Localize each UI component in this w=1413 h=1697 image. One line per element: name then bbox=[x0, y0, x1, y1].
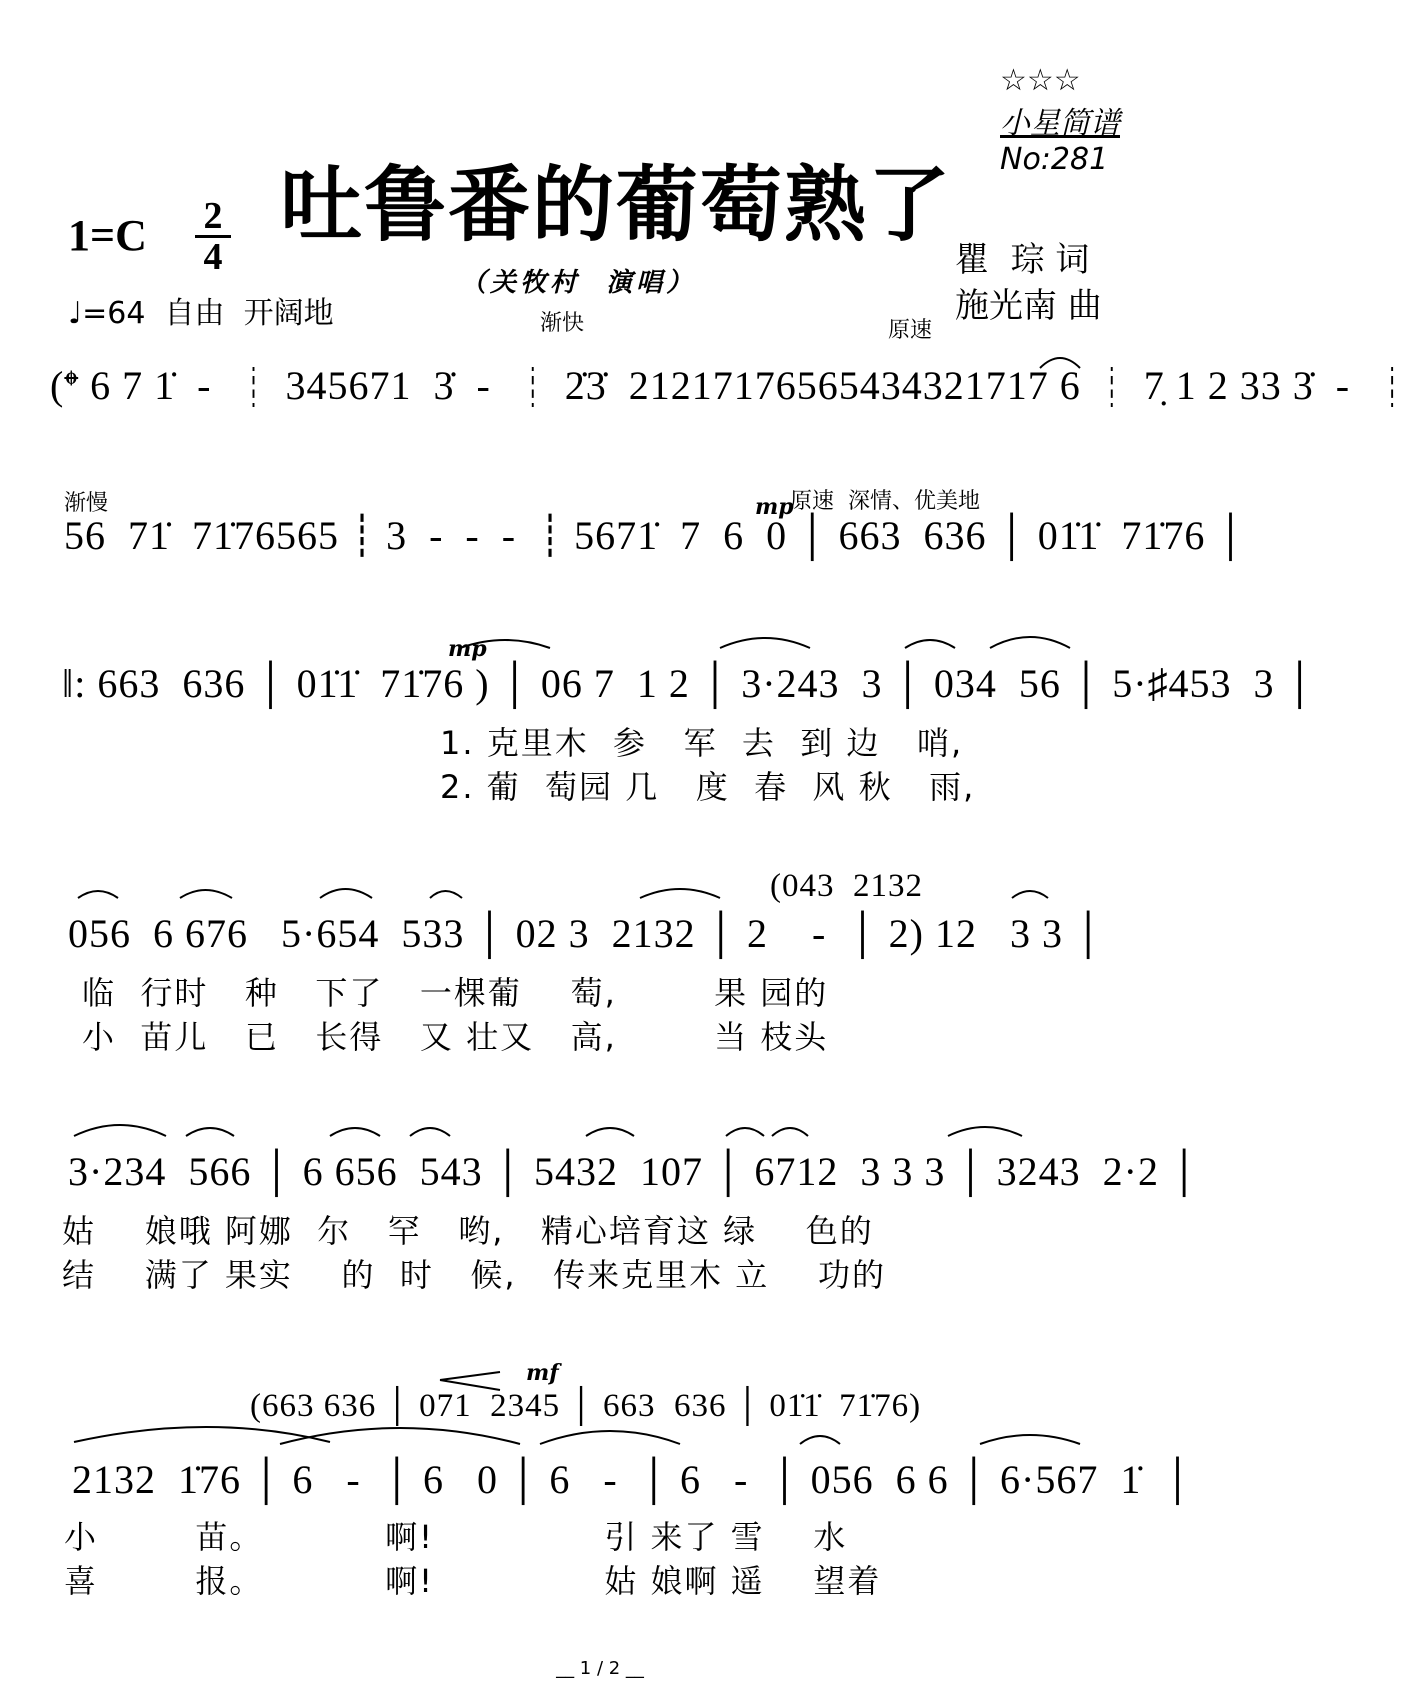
mark-rit: 渐慢 bbox=[64, 491, 109, 516]
slur bbox=[78, 891, 118, 898]
slur bbox=[540, 1431, 680, 1444]
mark-expression: 原速 深情、优美地 bbox=[790, 489, 980, 514]
slur bbox=[330, 1128, 380, 1136]
slur bbox=[726, 1128, 764, 1136]
lyricist: 瞿 琮 词 bbox=[955, 240, 1090, 280]
notation-line-6: 2132 1̇76 │ 6 - │ 6 0 │ 6 - │ 6 - │ 056 6 6 │ 6·567 1̇ │ bbox=[72, 1457, 1193, 1502]
lyrics-line-3-verse-2: 2. 葡 萄园 几 度 春 风 秋 雨, bbox=[440, 768, 976, 806]
slur bbox=[1040, 358, 1080, 368]
notation-line-2: 56 71̇ 71̇76565 ┊ 3 - - - ┊ 5671̇ 7 6 0 │ 663 636 │ 01̇1̇ 71̇76 │ bbox=[64, 513, 1246, 558]
time-bottom: 4 bbox=[203, 236, 223, 278]
slur bbox=[186, 1128, 234, 1136]
lyrics-line-6-verse-1: 小 苗。 啊! 引 来了 雪 水 bbox=[64, 1518, 848, 1556]
page-number: __ 1 / 2 __ bbox=[556, 1658, 644, 1679]
slur bbox=[772, 1128, 808, 1136]
slur bbox=[800, 1436, 840, 1444]
notation-line-1: (𝄌 6 7 1̇ - ┊ 345671 3̇ - ┊ 2̇3̇ 21217176565434321717 6 ┊ 7̣ 1 2 33 3̇ - ┊ bbox=[50, 363, 1413, 408]
slur bbox=[320, 889, 372, 898]
slur bbox=[990, 637, 1070, 648]
intro-line-4: (043 2132 bbox=[770, 868, 923, 904]
slur bbox=[180, 890, 232, 898]
dynamic-mp-2: mp bbox=[448, 636, 487, 662]
slur bbox=[948, 1127, 1022, 1136]
song-title: 吐鲁番的葡萄熟了 bbox=[280, 157, 953, 253]
source-number: No:281 bbox=[1000, 142, 1109, 177]
mark-accel: 渐快 bbox=[540, 311, 585, 336]
star-icons: ☆☆☆ bbox=[1000, 63, 1081, 98]
lyrics-line-5-verse-2: 结 满了 果实 的 时 候, 传来克里木 立 功的 bbox=[62, 1256, 886, 1294]
slur bbox=[460, 640, 550, 648]
slur bbox=[720, 638, 810, 648]
lyrics-line-3-verse-1: 1. 克里木 参 军 去 到 边 哨, bbox=[440, 724, 964, 762]
tempo-marking: ♩=64 自由 开阔地 bbox=[68, 296, 334, 331]
notation-line-5: 3·234 566 │ 6 656 543 │ 5432 107 │ 6712 3 3 3 │ 3243 2·2 │ bbox=[68, 1149, 1200, 1194]
notation-line-3: ‖: 663 636 │ 01̇1̇ 71̇76 ) │ 06 7 1 2 │ 3·243 3 │ 034 56 │ 5·♯453 3 │ bbox=[62, 661, 1315, 706]
slur bbox=[1012, 891, 1048, 898]
lyrics-line-4-verse-2: 小 苗儿 已 长得 又 壮又 高, 当 枝头 bbox=[82, 1018, 829, 1056]
slur bbox=[905, 640, 955, 648]
crescendo-hairpin bbox=[440, 1372, 500, 1390]
slur bbox=[410, 1128, 450, 1136]
intro-line-6: (663 636 │ 071 2345 │ 663 636 │ 01̇1̇ 71̇76) bbox=[250, 1388, 922, 1424]
slur bbox=[74, 1427, 330, 1442]
lyrics-line-5-verse-1: 姑 娘哦 阿娜 尔 罕 哟, 精心培育这 绿 色的 bbox=[62, 1212, 874, 1250]
slur bbox=[74, 1125, 166, 1136]
mark-a-tempo: 原速 bbox=[888, 318, 933, 343]
dynamic-mp-1: mp bbox=[755, 494, 794, 520]
lyrics-line-6-verse-2: 喜 报。 啊! 姑 娘啊 遥 望着 bbox=[64, 1562, 882, 1600]
performer: （关牧村 演唱） bbox=[460, 268, 697, 298]
slur bbox=[640, 889, 720, 898]
time-top: 2 bbox=[203, 195, 223, 237]
key-signature: 1=C bbox=[68, 211, 147, 260]
slur bbox=[430, 891, 462, 898]
composer: 施光南 曲 bbox=[955, 286, 1102, 326]
source-brand: 小星简谱 bbox=[1000, 106, 1120, 141]
slur bbox=[280, 1428, 520, 1444]
slur bbox=[586, 1128, 634, 1136]
slur bbox=[980, 1435, 1080, 1444]
dynamic-mf: mf bbox=[526, 1360, 559, 1386]
lyrics-line-4-verse-1: 临 行时 种 下了 一棵葡 萄, 果 园的 bbox=[82, 974, 829, 1012]
notation-line-4: 056 6 676 5·654 533 │ 02 3 2132 │ 2 - │ 2) 12 3 3 │ bbox=[68, 911, 1104, 956]
